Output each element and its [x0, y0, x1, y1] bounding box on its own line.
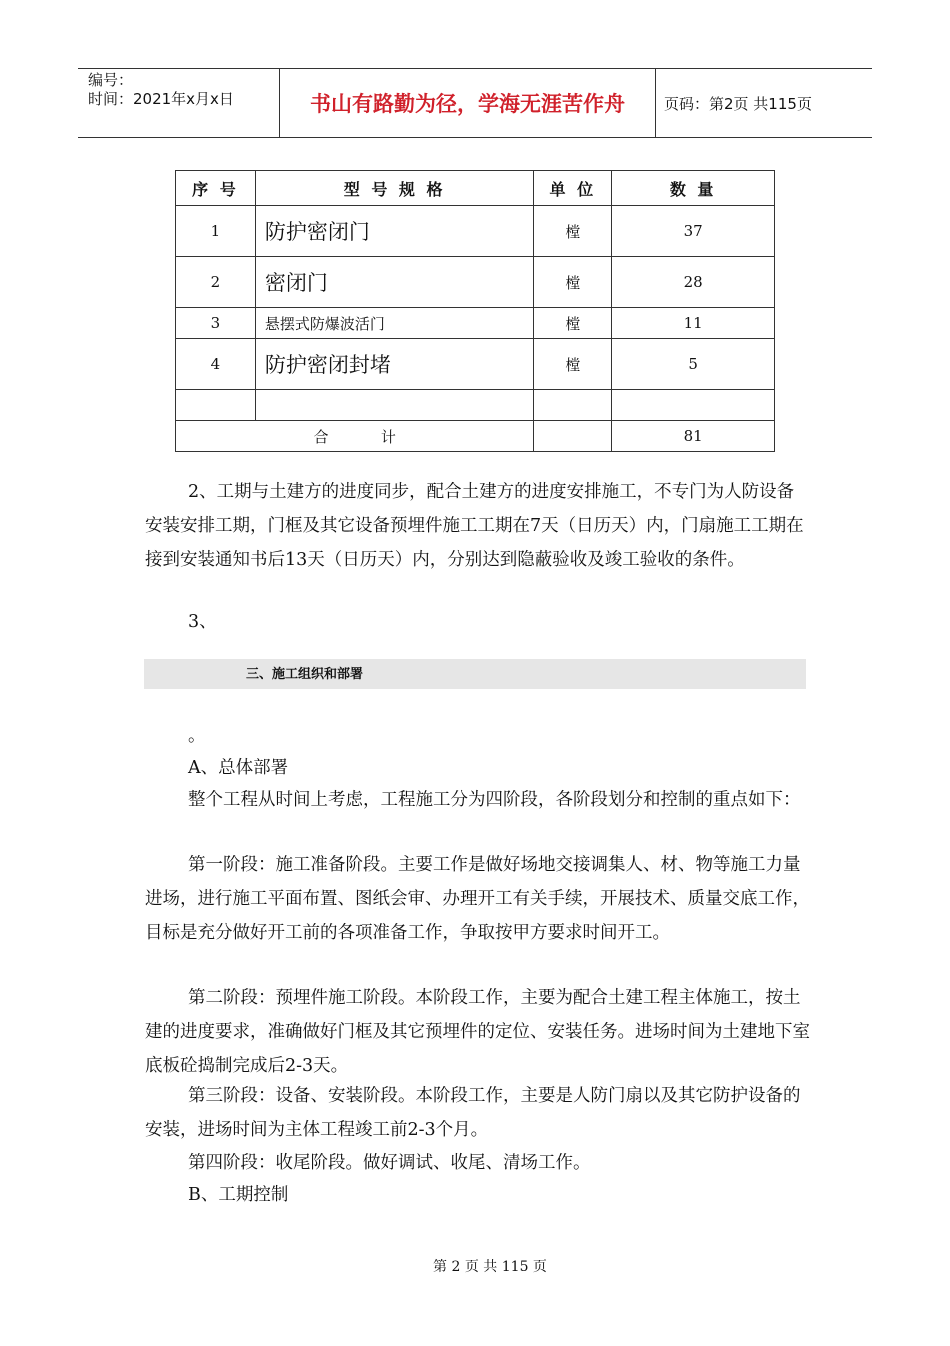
paragraph-stage3: 第三阶段：设备、安装阶段。本阶段工作，主要是人防门扇以及其它防护设备的安装，进场时间为主体工程竣工前2-3个月。 [145, 1086, 801, 1140]
table-row [176, 257, 775, 308]
cell-no: 2 [176, 257, 256, 308]
cell-qty: 11 [612, 308, 775, 339]
equipment-table [175, 170, 775, 452]
total-qty: 81 [612, 421, 775, 452]
section-title: 三、施工组织和部署 [246, 667, 364, 682]
paragraph-three: 3、 [188, 612, 217, 632]
col-header-unit: 单 位 [534, 171, 612, 206]
table-row [176, 339, 775, 390]
cell-empty [176, 390, 256, 421]
cell-no: 4 [176, 339, 256, 390]
cell-unit: 樘 [534, 206, 612, 257]
paragraph-b: B、工期控制 [188, 1185, 289, 1205]
header-date: 时间：2021年x月x日 [88, 90, 234, 108]
col-header-no: 序 号 [176, 171, 256, 206]
paragraph-stage2: 第二阶段：预埋件施工阶段。本阶段工作，主要为配合土建工程主体施工，按土建的进度要求，准确做好门框及其它预埋件的定位、安装任务。进场时间为土建地下室底板砼捣制完成后2-3天。 [145, 988, 810, 1076]
header-meta [78, 69, 280, 137]
header-motto: 书山有路勤为径，学海无涯苦作舟 [280, 69, 656, 137]
cell-name: 密闭门 [255, 257, 534, 308]
cell-unit: 樘 [534, 339, 612, 390]
cell-qty: 28 [612, 257, 775, 308]
cell-empty [612, 390, 775, 421]
table-row [176, 206, 775, 257]
col-header-qty: 数 量 [612, 171, 775, 206]
paragraph-dot: 。 [188, 726, 206, 746]
page-header [78, 68, 872, 138]
cell-no: 3 [176, 308, 256, 339]
cell-qty: 37 [612, 206, 775, 257]
section-heading-bar [144, 659, 806, 689]
cell-empty [534, 390, 612, 421]
table-header-row [176, 171, 775, 206]
paragraph-stage1: 第一阶段：施工准备阶段。主要工作是做好场地交接调集人、材、物等施工力量进场，进行施工平面布置、图纸会审、办理开工有关手续，开展技术、质量交底工作，目标是充分做好开工前的各项准备工作，争取按甲方要求时间开工。 [145, 855, 810, 943]
paragraph-overall: 整个工程从时间上考虑，工程施工分为四阶段，各阶段划分和控制的重点如下： [188, 790, 801, 810]
paragraph-stage4: 第四阶段：收尾阶段。做好调试、收尾、清场工作。 [188, 1153, 591, 1173]
page-footer: 第 2 页 共 115 页 [433, 1259, 547, 1275]
cell-qty: 5 [612, 339, 775, 390]
cell-name: 防护密闭门 [255, 206, 534, 257]
cell-name: 防护密闭封堵 [255, 339, 534, 390]
paragraph-a: A、总体部署 [188, 758, 289, 778]
table-total-row [176, 421, 775, 452]
cell-unit: 樘 [534, 308, 612, 339]
cell-empty [534, 421, 612, 452]
col-header-spec: 型 号 规 格 [255, 171, 534, 206]
header-page-info: 页码：第2页 共115页 [664, 94, 812, 113]
cell-empty [255, 390, 534, 421]
cell-unit: 樘 [534, 257, 612, 308]
table-row-empty [176, 390, 775, 421]
header-number: 编号： [88, 71, 134, 89]
total-label: 合 计 [176, 421, 534, 452]
cell-name: 悬摆式防爆波活门 [255, 308, 534, 339]
cell-no: 1 [176, 206, 256, 257]
paragraph-schedule: 2、工期与土建方的进度同步，配合土建方的进度安排施工，不专门为人防设备安装安排工期，门框及其它设备预埋件施工工期在7天（日历天）内，门扇施工工期在接到安装通知书后13天（日历天）内，分别达到隐蔽验收及竣工验收的条件。 [145, 482, 804, 570]
table-row [176, 308, 775, 339]
